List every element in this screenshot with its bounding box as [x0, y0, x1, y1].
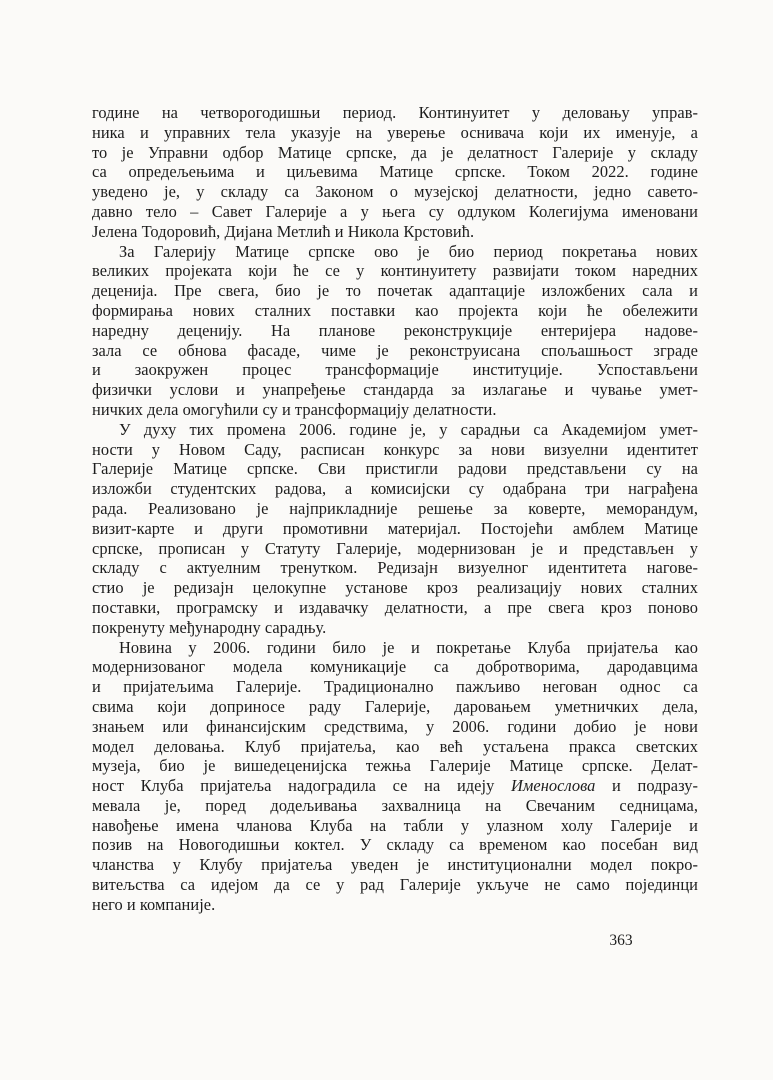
- text-line: [92, 261, 698, 281]
- text-segment: физички услови и унапређење стандарда за излагање и чување умет-: [92, 380, 698, 400]
- text-segment: формирања нових сталних поставки као пројекта који ће обележити: [92, 300, 698, 320]
- body-text: [92, 103, 698, 915]
- text-line: [92, 380, 698, 400]
- text-line: [92, 776, 698, 796]
- text-segment: витељства са идејом да се у рад Галерије укључе не само појединци: [92, 875, 698, 895]
- text-line: [92, 519, 698, 539]
- text-segment: то је Управни одбор Матице српске, да је делатност Галерије у складу: [92, 142, 698, 162]
- text-line: [92, 301, 698, 321]
- text-segment: покренуту међународну сарадњу.: [92, 617, 327, 637]
- text-segment: Јелена Тодоровић, Дијана Метлић и Никола Крстовић.: [92, 221, 475, 241]
- text-segment: Галерије Матице српске. Сви пристигли радови представљени су на: [92, 459, 698, 479]
- text-segment: зала се обнова фасаде, чиме је реконструисана спољашњост зграде: [92, 340, 698, 360]
- text-line: [92, 420, 698, 440]
- text-line: [92, 479, 698, 499]
- italic-text: Именослова: [510, 776, 596, 796]
- text-line: [92, 657, 698, 677]
- text-line: [92, 281, 698, 301]
- text-segment: ника и управних тела указује на уверење оснивача који их именује, а: [92, 122, 698, 142]
- text-line: [92, 400, 698, 420]
- text-segment: рада. Реализовано је најприкладније решење за коверте, меморандум,: [92, 498, 698, 518]
- text-segment: и подразу-: [595, 776, 699, 796]
- text-segment: свима који доприносе раду Галерије, даровањем уметничких дела,: [92, 696, 698, 716]
- text-line: [92, 578, 698, 598]
- text-line: [92, 440, 698, 460]
- text-line: [92, 677, 698, 697]
- text-segment: српске, прописан у Статуту Галерије, модернизован је и представљен у: [92, 538, 698, 558]
- text-segment: У духу тих промена 2006. године је, у сарадњи са Академијом умет-: [119, 419, 698, 439]
- text-line: [92, 360, 698, 380]
- text-segment: наредну деценију. На планове реконструкције ентеријера надове-: [92, 320, 698, 340]
- text-segment: и пријатељима Галерије. Традиционално пажљиво негован однос са: [92, 677, 698, 697]
- text-segment: знањем или финансијским средствима, у 2006. години добио је нови: [92, 716, 698, 736]
- text-segment: године на четворогодишњи период. Континуитет у деловању управ-: [92, 103, 698, 122]
- text-line: [92, 855, 698, 875]
- text-segment: музеја, био је вишедеценијска тежња Галерије Матице српске. Делат-: [92, 756, 698, 776]
- text-line: [92, 697, 698, 717]
- text-line: [92, 756, 698, 776]
- text-line: [92, 796, 698, 816]
- text-line: [92, 598, 698, 618]
- text-line: [92, 162, 698, 182]
- text-line: [92, 321, 698, 341]
- text-segment: навођење имена чланова Клуба на табли у улазном холу Галерије и: [92, 815, 698, 835]
- text-segment: стио је редизајн целокупне установе кроз реализацију нових сталних: [92, 578, 698, 598]
- text-segment: модел деловања. Клуб пријатеља, као већ устаљена пракса светских: [92, 736, 698, 756]
- page-number: 363: [609, 932, 633, 949]
- text-line: [92, 737, 698, 757]
- text-segment: ничких дела омогућили су и трансформацију делатности.: [92, 399, 497, 419]
- text-segment: са опредељењима и циљевима Матице српске. Током 2022. године: [92, 162, 698, 182]
- text-line: [92, 222, 698, 242]
- text-segment: чланства у Клубу пријатеља уведен је институционални модел покро-: [92, 855, 698, 875]
- text-segment: За Галерију Матице српске ово је био период покретања нових: [119, 241, 698, 261]
- text-line: [92, 123, 698, 143]
- text-segment: мевала је, поред додељивања захвалница на Свечаним седницама,: [92, 795, 698, 815]
- text-line: [92, 103, 698, 123]
- text-segment: модернизованог модела комуникације са добротворима, дародавцима: [92, 657, 698, 677]
- text-segment: визит-карте и други промотивни материјал. Постојећи амблем Матице: [92, 518, 698, 538]
- text-segment: деценија. Пре свега, био је то почетак адаптације изложбених сала и: [92, 281, 698, 301]
- text-segment: ност Клуба пријатеља надоградила се на идеју: [92, 776, 511, 796]
- text-segment: складу с актуелним тренутком. Редизајн визуелног идентитета нагове-: [92, 558, 698, 578]
- text-segment: изложби студентских радова, а комисијски су одабрана три награђена: [92, 479, 698, 499]
- text-line: [92, 459, 698, 479]
- text-segment: великих пројеката који ће се у континуитету развијати током наредних: [92, 261, 698, 281]
- text-line: [92, 499, 698, 519]
- text-segment: поставки, програмску и издавачку делатности, а пре свега кроз поново: [92, 597, 698, 617]
- text-line: [92, 638, 698, 658]
- text-line: [92, 182, 698, 202]
- text-segment: позив на Новогодишњи коктел. У складу са временом као посебан вид: [92, 835, 698, 855]
- text-line: [92, 143, 698, 163]
- text-segment: давно тело – Савет Галерије а у њега су одлуком Колегијума именовани: [92, 201, 698, 221]
- text-segment: Новина у 2006. години било је и покретање Клуба пријатеља као: [119, 637, 698, 657]
- text-line: [92, 341, 698, 361]
- text-line: [92, 242, 698, 262]
- text-line: [92, 618, 698, 638]
- text-segment: ности у Новом Саду, расписан конкурс за нови визуелни идентитет: [92, 439, 698, 459]
- text-line: [92, 816, 698, 836]
- text-line: [92, 835, 698, 855]
- text-segment: и заокружен процес трансформације институције. Успостављени: [92, 360, 698, 380]
- text-line: [92, 558, 698, 578]
- text-line: [92, 539, 698, 559]
- text-line: [92, 717, 698, 737]
- text-line: [92, 895, 698, 915]
- text-line: [92, 202, 698, 222]
- text-segment: него и компаније.: [92, 894, 216, 914]
- text-line: [92, 875, 698, 895]
- text-segment: уведено је, у складу са Законом о музејској делатности, једно савето-: [92, 182, 698, 202]
